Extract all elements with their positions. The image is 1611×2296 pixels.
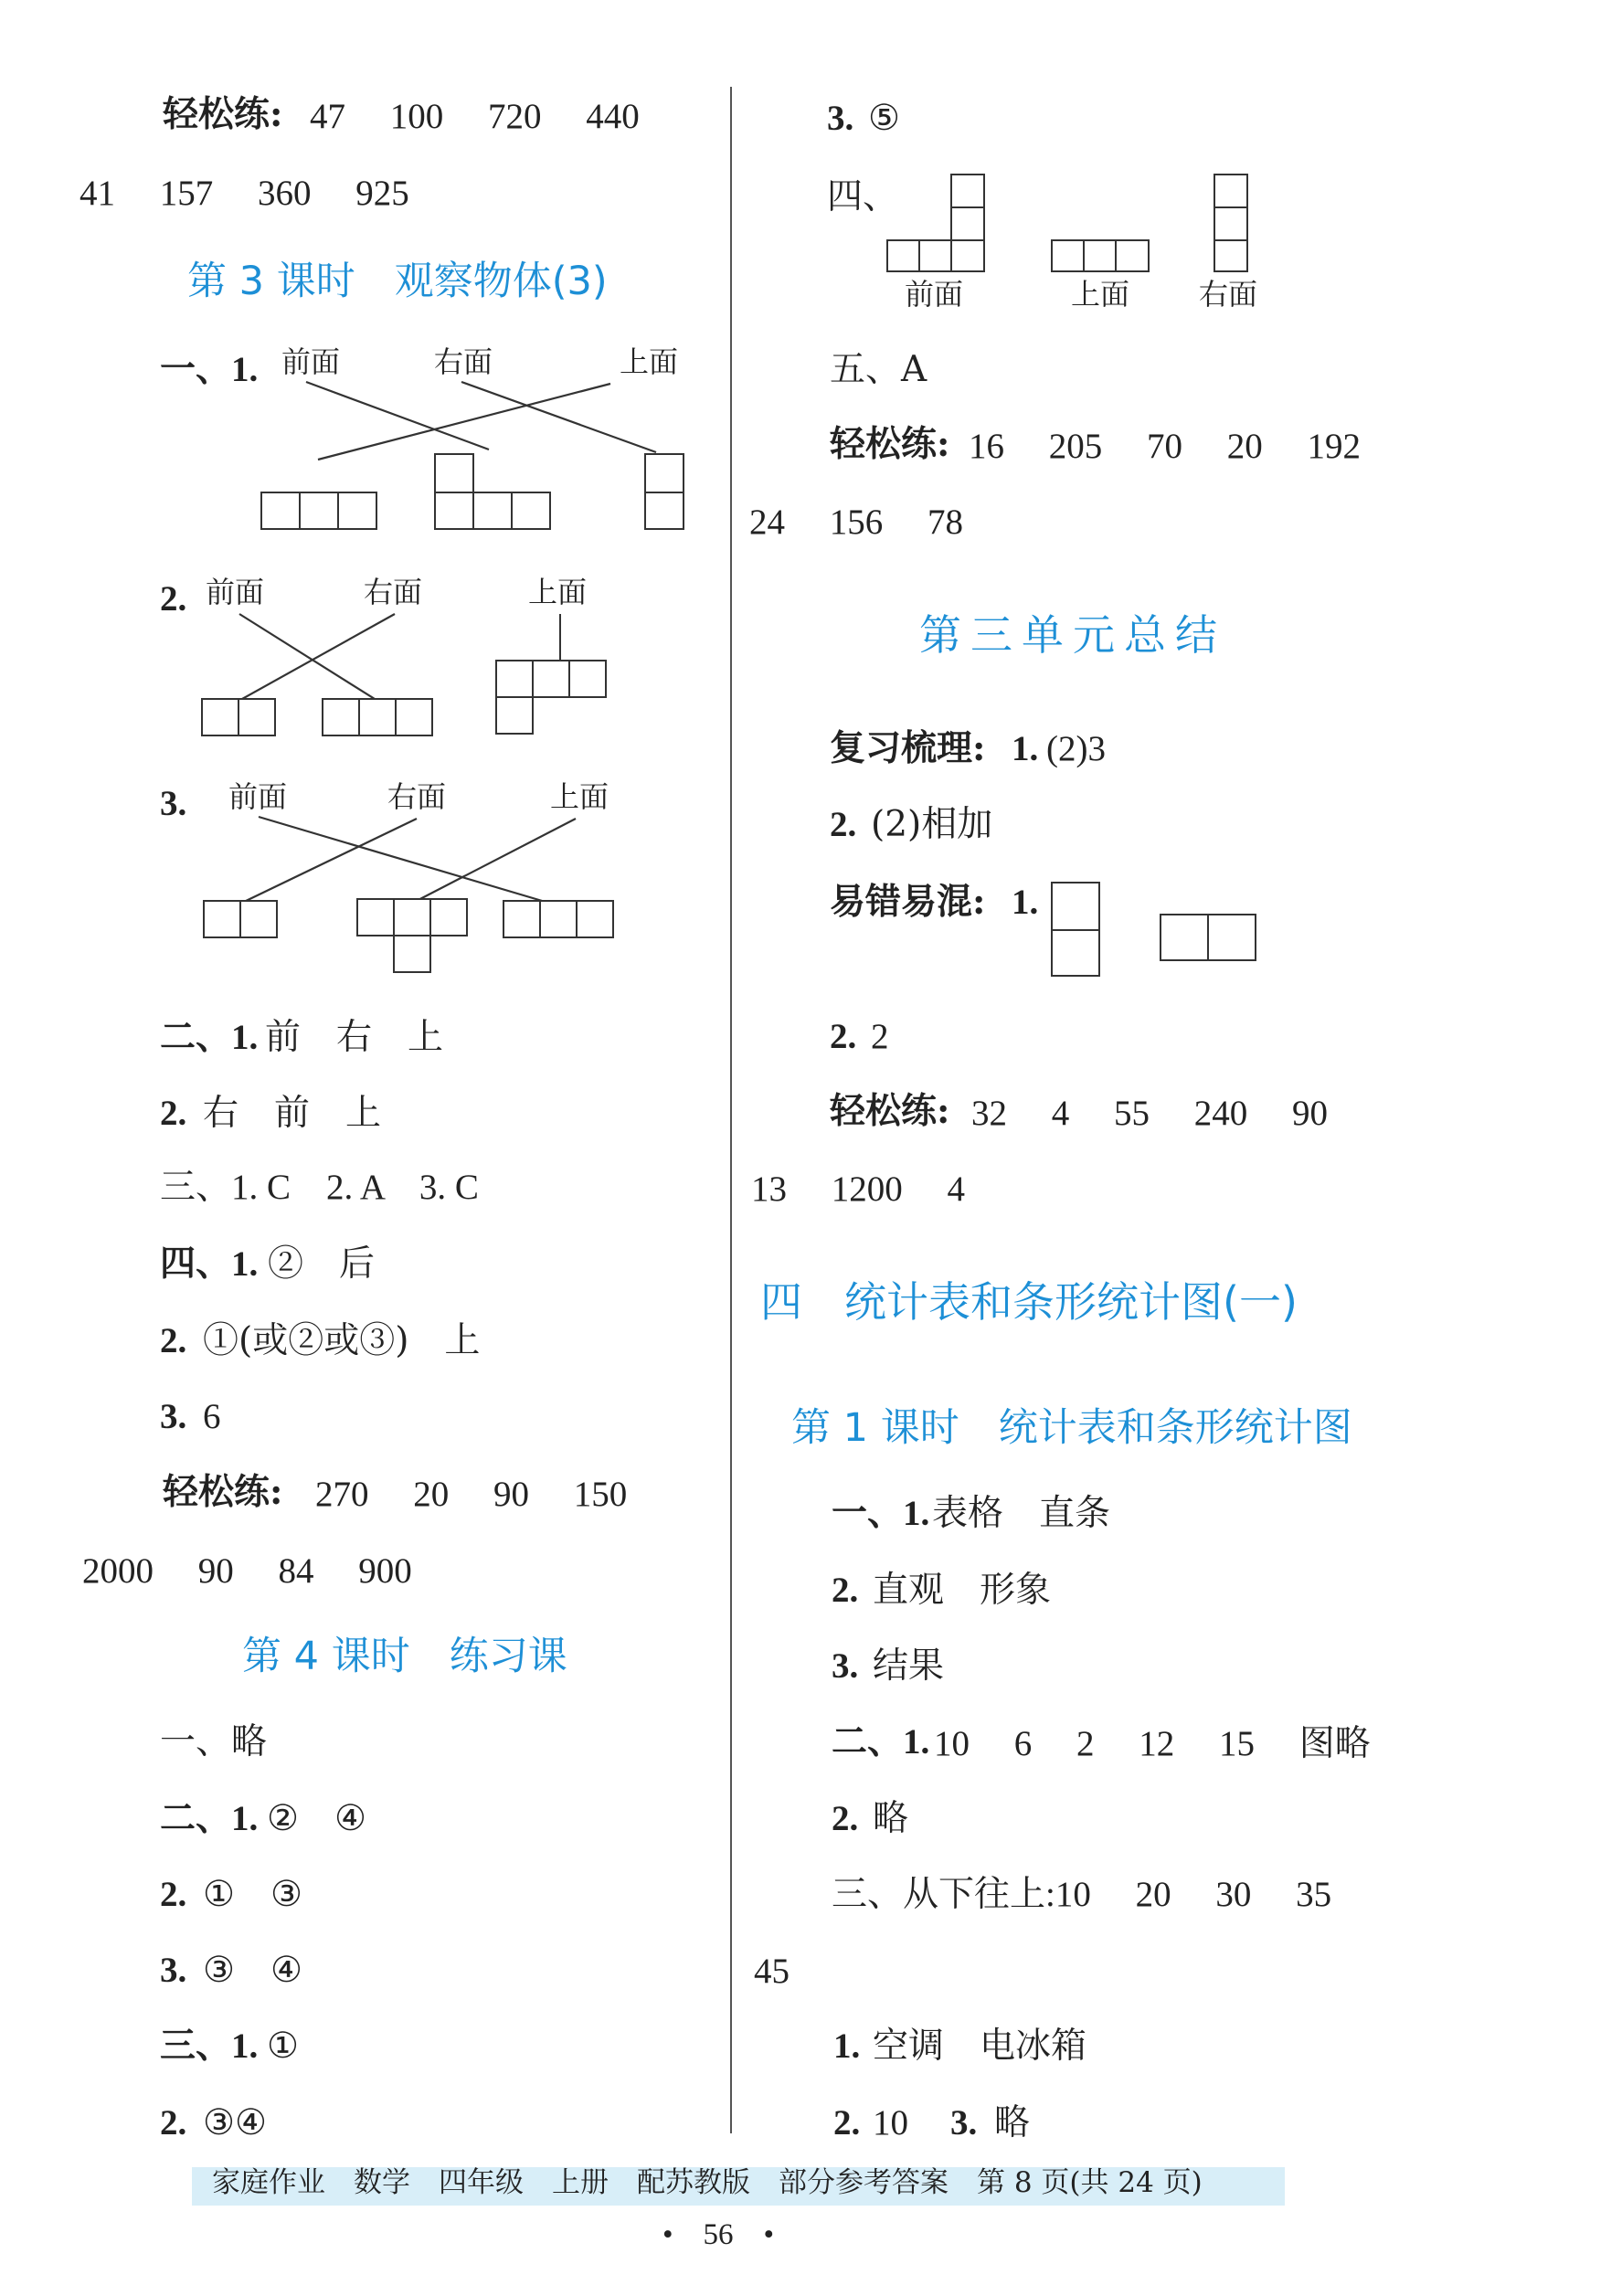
section-4-q2-number: 2. <box>160 1321 187 1360</box>
section-2-q2-number: 2. <box>160 1094 187 1133</box>
common-mistakes-q2-number: 2. <box>830 1017 857 1056</box>
lesson-3-heading: 第 3 课时 观察物体(3) <box>187 259 608 304</box>
practice-2-values: 270 20 90 150 <box>315 1475 628 1514</box>
right-shape-label-front: 前面 <box>905 277 964 312</box>
section-4-q2-answer: ①(或②或③) 上 <box>203 1320 481 1361</box>
q3-label-right: 右面 <box>387 779 447 814</box>
ch4-section-2-q1-number: 二、1. <box>832 1722 930 1762</box>
right-shape-label-right: 右面 <box>1199 277 1258 312</box>
ch4-section-3-answer-cont: 45 <box>754 1952 790 1991</box>
common-mistakes-q2-answer: 2 <box>871 1017 889 1056</box>
ch4-section-1-q2-answer: 直观 形象 <box>873 1570 1052 1611</box>
right-shape-label-top: 上面 <box>1071 277 1130 312</box>
practice-label: 轻松练: <box>163 93 283 135</box>
ch4-section-3-q1-number: 1. <box>833 2026 861 2066</box>
l4-section-2-q2-answer: ① ③ <box>203 1874 302 1915</box>
q2-label-front: 前面 <box>206 575 265 609</box>
right-section-5: 五、A <box>830 349 927 390</box>
right-practice-2-values-cont: 13 1200 4 <box>751 1169 966 1209</box>
l4-section-3-q1-number: 三、1. <box>160 2026 259 2066</box>
l4-section-3-q2-number: 2. <box>160 2103 187 2143</box>
l4-section-2-q3-number: 3. <box>160 1951 187 1990</box>
practice-2-values-cont: 2000 90 84 900 <box>82 1551 412 1591</box>
q3-label-front: 前面 <box>228 779 288 814</box>
right-practice-2-label: 轻松练: <box>830 1090 950 1132</box>
ch4-section-3-q3-number: 3. <box>950 2103 978 2143</box>
q2-label-right: 右面 <box>364 575 423 609</box>
review-q1-answer: (2)3 <box>1046 729 1106 768</box>
practice-2-label: 轻松练: <box>163 1471 283 1513</box>
l4-section-2-q3-answer: ③ ④ <box>203 1950 302 1991</box>
q3-label-top: 上面 <box>550 779 609 814</box>
right-practice-label: 轻松练: <box>830 423 950 465</box>
review-q1-number: 1. <box>1012 729 1039 768</box>
q1-number: 一、1. <box>160 350 259 389</box>
ch4-section-1-q2-number: 2. <box>832 1571 859 1610</box>
ch4-section-3-q3-answer: 略 <box>994 2102 1031 2143</box>
common-mistakes-label: 易错易混: <box>830 881 986 923</box>
right-practice-2-values: 32 4 55 240 90 <box>971 1094 1329 1133</box>
l4-section-3-q1-answer: ① <box>267 2026 299 2067</box>
section-2-q1-answer: 前 右 上 <box>265 1017 444 1058</box>
l4-section-2-q1-answer: ② ④ <box>267 1798 366 1839</box>
q2-label-top: 上面 <box>528 575 588 609</box>
ch4-section-3-q2-answer: 10 <box>873 2103 908 2143</box>
q3-number: 3. <box>160 784 187 823</box>
right-practice-values-cont: 24 156 78 <box>749 503 964 542</box>
ch4-section-2-q2-number: 2. <box>832 1799 859 1838</box>
q2-number: 2. <box>160 579 187 619</box>
review-q2-answer: (2)相加 <box>871 804 993 845</box>
ch4-section-1-q1-number: 一、1. <box>832 1494 930 1533</box>
unit-3-summary-heading: 第三单元总结 <box>919 610 1226 660</box>
q1-label-front: 前面 <box>281 344 341 379</box>
footer-text: 家庭作业 数学 四年级 上册 配苏教版 部分参考答案 第 8 页(共 24 页) <box>212 2166 1203 2199</box>
section-2-q2-answer: 右 前 上 <box>203 1093 382 1134</box>
ch4-section-3-q2-number: 2. <box>833 2103 861 2143</box>
right-section-4-label: 四、 <box>827 176 899 217</box>
practice-values-cont: 41 157 360 925 <box>79 174 409 213</box>
right-practice-values: 16 205 70 20 192 <box>969 427 1362 466</box>
l4-section-2-q2-number: 2. <box>160 1875 187 1914</box>
chapter-4-heading: 四 统计表和条形统计图(一) <box>760 1277 1298 1327</box>
l4-section-2-q1-number: 二、1. <box>160 1799 259 1838</box>
ch4-section-3-q1-answer: 空调 电冰箱 <box>873 2026 1087 2067</box>
ch4-section-1-q3-answer: 结果 <box>873 1645 945 1687</box>
l4-section-1: 一、略 <box>160 1721 268 1762</box>
q1-label-right: 右面 <box>434 344 493 379</box>
section-4-q3-number: 3. <box>160 1397 187 1436</box>
l4-section-3-q2-answer: ③④ <box>203 2102 267 2143</box>
review-label: 复习梳理: <box>830 727 986 769</box>
ch4-section-2-q1-answer: 10 6 2 12 15 图略 <box>934 1724 1371 1763</box>
review-q2-number: 2. <box>830 805 857 844</box>
page-number: • 56 • <box>662 2218 775 2251</box>
ch4-section-3-answer: 三、从下往上:10 20 30 35 <box>832 1875 1332 1914</box>
right-q3-number: 3. <box>827 99 854 138</box>
practice-values: 47 100 720 440 <box>310 97 640 136</box>
chapter-4-lesson-1-heading: 第 1 课时 统计表和条形统计图 <box>791 1405 1352 1451</box>
section-2-q1-number: 二、1. <box>160 1018 259 1057</box>
section-4-q1-answer: ② 后 <box>268 1243 376 1285</box>
section-3-answers: 三、1. C 2. A 3. C <box>160 1168 479 1207</box>
lesson-4-heading: 第 4 课时 练习课 <box>242 1634 567 1679</box>
ch4-section-1-q3-number: 3. <box>832 1646 859 1686</box>
section-4-q1-number: 四、1. <box>160 1244 259 1284</box>
ch4-section-1-q1-answer: 表格 直条 <box>932 1493 1111 1534</box>
q1-label-top: 上面 <box>620 344 679 379</box>
common-mistakes-q1-number: 1. <box>1012 883 1039 922</box>
section-4-q3-answer: 6 <box>203 1397 221 1436</box>
ch4-section-2-q2-answer: 略 <box>873 1798 909 1839</box>
right-q3-answer: ⑤ <box>868 98 900 139</box>
